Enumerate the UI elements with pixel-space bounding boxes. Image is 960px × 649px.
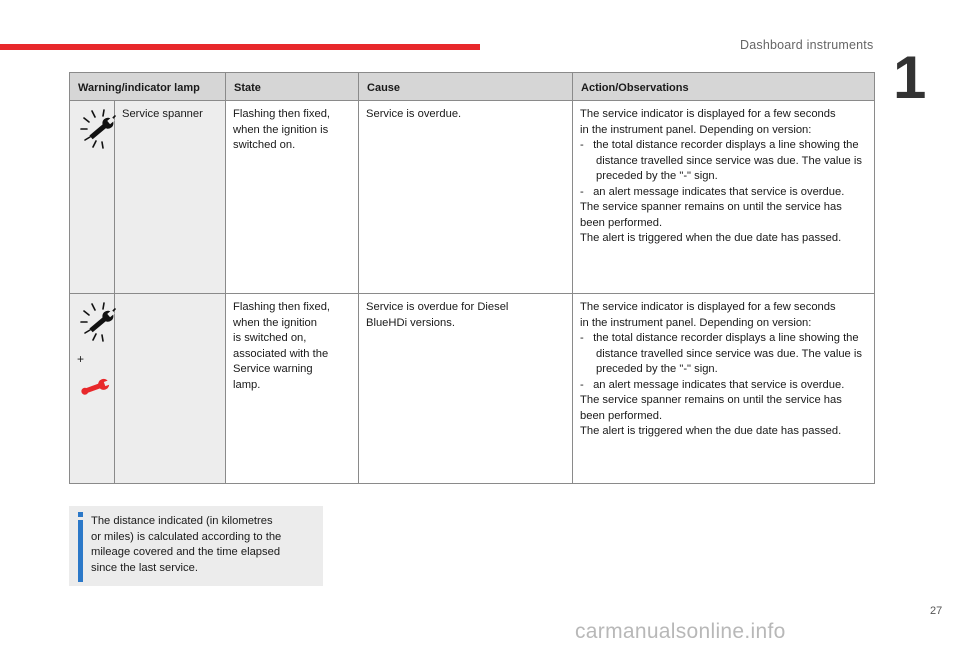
cause-line: BlueHDi versions. bbox=[366, 316, 455, 329]
cause-cell bbox=[359, 101, 573, 294]
state-line: when the ignition is bbox=[233, 123, 329, 136]
state-line: Service warning bbox=[233, 363, 313, 375]
action-outro-line: The service spanner remains on until the service has bbox=[580, 394, 842, 406]
state-cell bbox=[226, 294, 359, 484]
action-intro-line: The service indicator is displayed for a few seconds bbox=[580, 108, 836, 120]
action-intro-line: in the instrument panel. Depending on version: bbox=[580, 123, 812, 136]
action-bullet-text: an alert message indicates that service is overdue. bbox=[593, 378, 845, 391]
action-outro-line: been performed. bbox=[580, 216, 663, 229]
lamp-icon-cell bbox=[70, 101, 115, 294]
header-accent-bar bbox=[0, 44, 480, 50]
section-title: Dashboard instruments bbox=[740, 38, 874, 52]
table-row bbox=[70, 294, 875, 484]
service-spanner-lamp-icon bbox=[77, 107, 121, 151]
action-cell bbox=[573, 101, 875, 294]
action-bullet: - an alert message indicates that service is overdue. bbox=[580, 378, 845, 391]
lamp-name: Service spanner bbox=[122, 108, 203, 120]
column-header-action: Action/Observations bbox=[573, 73, 875, 101]
action-bullet-text: an alert message indicates that service is overdue. bbox=[593, 185, 845, 198]
plus-sign: + bbox=[77, 351, 85, 366]
info-note bbox=[69, 506, 323, 586]
warning-lamp-table bbox=[69, 72, 875, 484]
action-bullet: - the total distance recorder displays a line showing the distance travelled since service was due. The value is preceded by the "-" sign. bbox=[580, 332, 862, 375]
state-line: Flashing then fixed, bbox=[233, 301, 331, 313]
action-bullet-text: the total distance recorder displays a line showing the distance travelled since service was due. The value is preceded by the "-" sign. bbox=[593, 139, 862, 182]
lamp-name-cell bbox=[115, 294, 226, 484]
state-line: associated with the bbox=[233, 347, 329, 360]
page-number: 27 bbox=[930, 605, 943, 617]
cause-cell bbox=[359, 294, 573, 484]
cause-line: Service is overdue for Diesel bbox=[366, 301, 509, 313]
chapter-number: 1 bbox=[893, 44, 927, 111]
action-outro-line: The alert is triggered when the due date has passed. bbox=[580, 232, 842, 244]
state-line: switched on. bbox=[233, 139, 296, 151]
column-header-state: State bbox=[226, 73, 359, 101]
action-bullet: - an alert message indicates that service is overdue. bbox=[580, 185, 845, 198]
action-intro-line: The service indicator is displayed for a few seconds bbox=[580, 301, 836, 313]
note-line: since the last service. bbox=[91, 561, 198, 574]
cause-line: Service is overdue. bbox=[366, 108, 462, 120]
info-icon bbox=[73, 510, 87, 582]
action-bullet-text: the total distance recorder displays a line showing the distance travelled since service was due. The value is preceded by the "-" sign. bbox=[593, 332, 862, 375]
state-line: when the ignition bbox=[233, 316, 317, 329]
lamp-name-cell bbox=[115, 101, 226, 294]
action-outro-line: been performed. bbox=[580, 409, 663, 422]
state-line: Flashing then fixed, bbox=[233, 108, 331, 120]
watermark: carmanualsonline.info bbox=[575, 620, 786, 643]
lamp-icon-cell bbox=[70, 294, 115, 484]
column-header-cause: Cause bbox=[359, 73, 573, 101]
service-warning-spanner-icon bbox=[77, 375, 113, 399]
table-header-row bbox=[70, 73, 875, 101]
action-outro-line: The service spanner remains on until the service has bbox=[580, 201, 842, 213]
note-line: or miles) is calculated according to the bbox=[91, 530, 282, 543]
table-row bbox=[70, 101, 875, 294]
action-outro-line: The alert is triggered when the due date has passed. bbox=[580, 425, 842, 437]
note-line: The distance indicated (in kilometres bbox=[91, 515, 273, 527]
service-spanner-lamp-icon bbox=[77, 300, 121, 344]
state-cell bbox=[226, 101, 359, 294]
note-line: mileage covered and the time elapsed bbox=[91, 546, 281, 558]
action-intro-line: in the instrument panel. Depending on version: bbox=[580, 316, 812, 329]
state-line: is switched on, bbox=[233, 332, 307, 344]
column-header-lamp: Warning/indicator lamp bbox=[70, 73, 226, 101]
action-bullet: - the total distance recorder displays a line showing the distance travelled since service was due. The value is preceded by the "-" sign. bbox=[580, 139, 862, 182]
action-cell bbox=[573, 294, 875, 484]
state-line: lamp. bbox=[233, 378, 261, 391]
